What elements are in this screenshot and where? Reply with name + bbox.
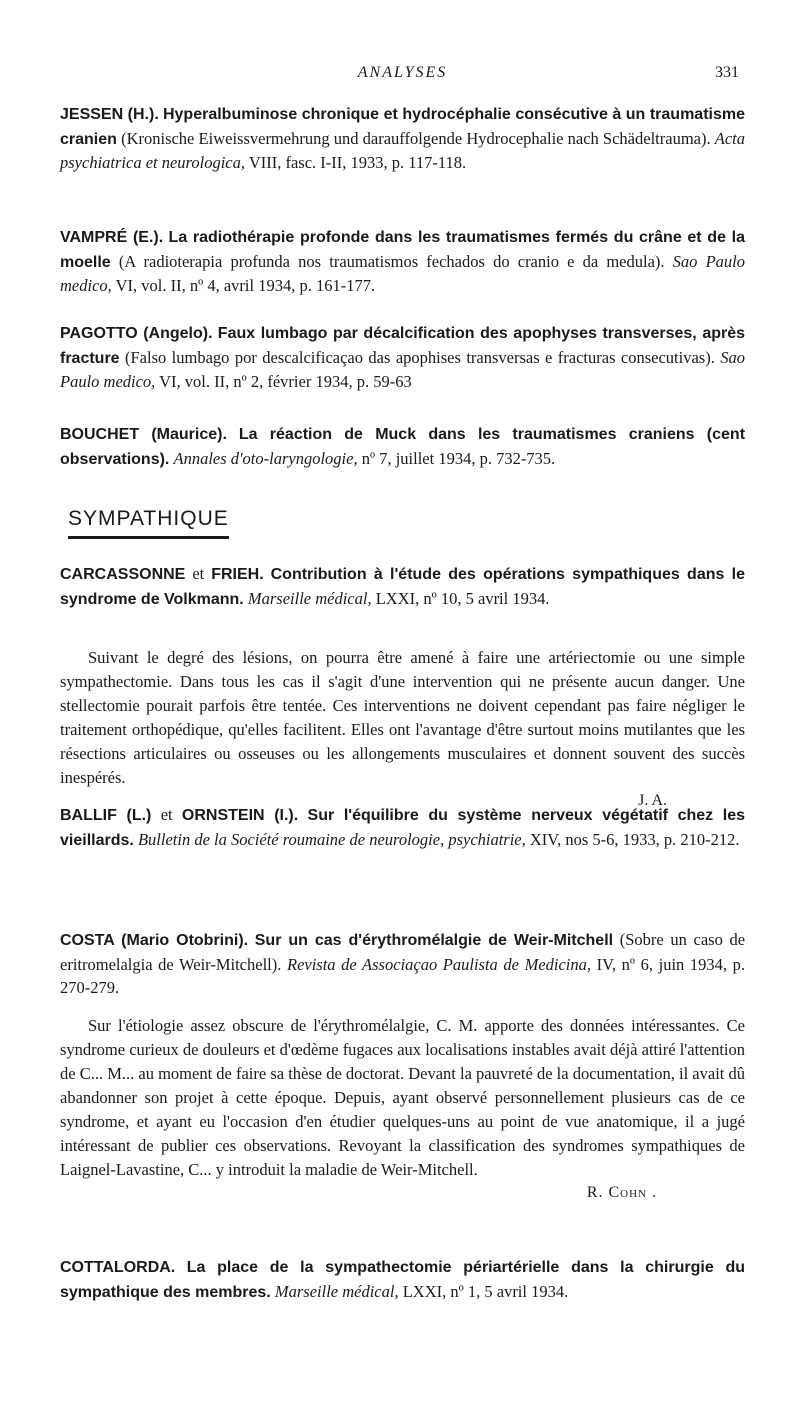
entry-reference: VI, vol. II, nº 2, février 1934, p. 59-63 [159,372,412,391]
entry-reference: LXXI, nº 1, 5 avril 1934. [402,1281,569,1301]
entry-title: La radiothérapie profonde dans les traumatismes fermés du crâne et de la moelle [60,229,746,271]
bibliography-entry [60,102,745,175]
entry-connector: et [192,564,205,583]
entry-author: FRIEH. [211,566,264,583]
section-heading-wrap [60,507,745,539]
entry-original-title: (Kronische Eiweissvermehrung und darauffolgende Hydrocephalie nach Schädeltrauma). [121,128,711,148]
entry-original-title: (Falso lumbago por descalcificaçao das apophises transversas e fracturas consecutivas). [125,347,715,367]
entry-journal: Bulletin de la Société roumaine de neurologie, psychiatrie, [137,829,526,849]
bibliography-entry [60,928,745,1000]
bibliography-entry [60,225,745,298]
entry-author: ORNSTEIN (I.). [181,807,299,824]
entry-journal: Acta psychiatrica et neurologica, [60,128,745,172]
entry-reference: nº 7, juillet 1934, p. 732-735. [361,448,556,468]
entry-title: Sur l'équilibre du système nerveux végétatif chez les vieillards. [60,807,746,849]
entry-title: Sur un cas d'érythromélalgie de Weir-Mitchell [254,932,614,949]
bibliography-entry [60,1255,745,1304]
entry-author: BOUCHET (Maurice). [60,426,227,443]
page-number: 331 [715,64,739,81]
entry-original-title: (A radioterapia profunda nos traumatismos fechados do cranio e da medula). [118,251,665,271]
entry-journal: Revista de Associaçao Paulista de Medicina, [286,954,592,974]
entry-reference: VI, vol. II, nº 4, avril 1934, p. 161-177. [115,276,376,295]
entry-author: CARCASSONNE [60,566,186,583]
section-heading: SYMPATHIQUE [68,507,229,539]
entry-reference: XIV, nos 5-6, 1933, p. 210-212. [529,829,740,849]
entry-author: COSTA (Mario Otobrini). [60,932,249,949]
entry-reference: LXXI, nº 10, 5 avril 1934. [375,588,550,608]
entry-journal: Marseille médical, [274,1281,399,1301]
entry-journal: Sao Paulo medico, [60,251,745,295]
reviewer-initials: R. Cohn . [586,1184,657,1201]
entry-title: Contribution à l'étude des opérations sympathiques dans le syndrome de Volkmann. [60,566,746,608]
abstract-text: Sur l'étiologie assez obscure de l'érythromélalgie, C. M. apporte des données intéressantes. Ce syndrome curieux de douleurs et d'œdème fugaces aux localisations instables avait déjà attiré l'attention de C... M... au moment de faire sa thèse de doctorat. Devant la pauvreté de la documentation, il avait dû abandonner son projet à cette époque. Depuis, ayant observé personnellement plusieurs cas de ce syndrome, et ayant eu l'occasion d'en étudier quelques-uns au point de vue anatomique, il a jugé intéressant de publier ces observations. Revoyant la classification des syndromes sympathiques de Laignel-Lavastine, C... y introduit la maladie de Weir-Mitchell. [60,1016,745,1179]
entry-connector: et [160,805,173,824]
page [60,60,746,1301]
running-title: ANALYSES [357,64,448,81]
entry-author: BALLIF (L.) [60,807,152,824]
entry-reference: IV, nº 6, juin 1934, p. 270-279. [60,954,745,997]
entry-author: VAMPRÉ (E.). [60,229,164,246]
running-header [60,60,745,90]
abstract-block [60,1014,745,1204]
entry-title: La place de la sympathectomie périartérielle dans la chirurgie du sympathique des membres. [60,1259,746,1301]
entry-reference: VIII, fasc. I-II, 1933, p. 117-118. [248,153,467,172]
bibliography-entry [60,803,745,852]
bibliography-entry [60,422,745,471]
entry-title: La réaction de Muck dans les traumatismes craniens (cent observations). [60,426,746,468]
entry-title: Hyperalbuminose chronique et hydrocéphalie consécutive à un traumatisme cranien [60,106,745,148]
entry-journal: Annales d'oto-laryngologie, [173,448,358,468]
entry-author: JESSEN (H.). [60,106,159,123]
entry-author: COTTALORDA. [60,1259,176,1276]
entry-journal: Sao Paulo medico, [60,347,746,391]
bibliography-entry [60,562,745,611]
entry-journal: Marseille médical, [247,588,372,608]
bibliography-entry [60,321,745,394]
entry-author: PAGOTTO (Angelo). [60,325,213,342]
abstract-text: Suivant le degré des lésions, on pourra être amené à faire une artériectomie ou une simple sympathectomie. Dans tous les cas il s'agit d'une intervention qui ne présente aucun danger. Une stellectomie pourait parfois être tentée. Ces interventions ne doivent cependant pas faire négliger le traitement orthopédique, qu'elles facilitent. Elles ont l'avantage d'être surtout moins mutilantes que les résections articulaires ou osseuses ou les allongements musculaires et donnent souvent des succès inespérés. [60,648,745,787]
entry-original-title: (Sobre un caso de eritromelalgia de Weir-Mitchell). [60,930,746,974]
entry-title: Faux lumbago par décalcification des apophyses transverses, après fracture [60,325,746,367]
abstract-block [60,646,745,812]
reviewer-initials: J. A. [638,792,667,809]
